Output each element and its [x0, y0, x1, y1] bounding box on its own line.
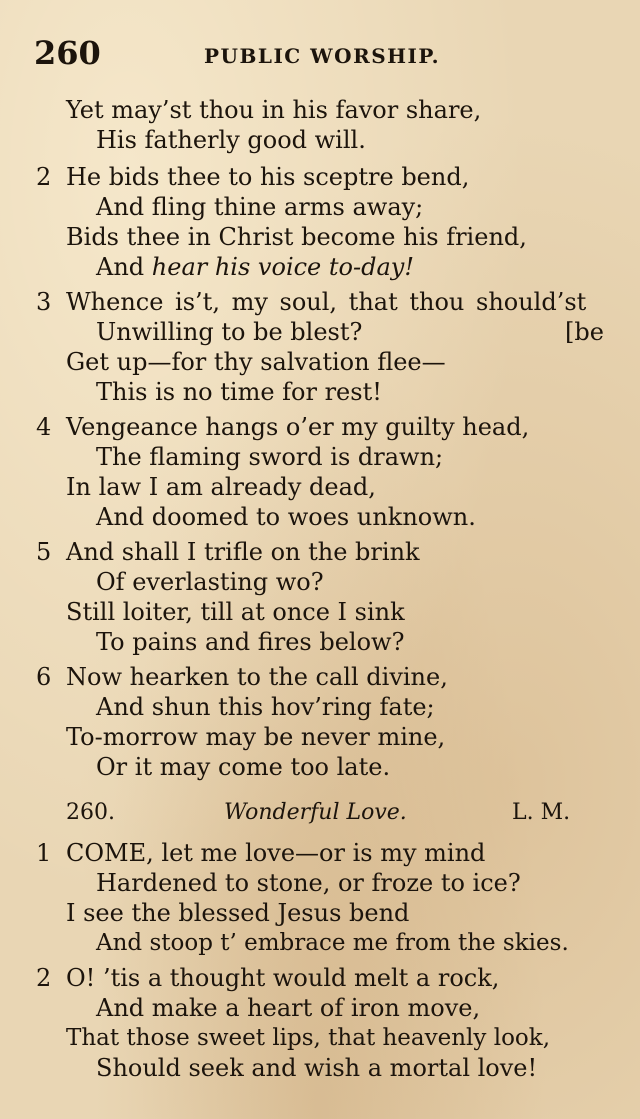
stanza-number: 2	[36, 964, 52, 992]
verse-line: To-morrow may be never mine,	[66, 723, 446, 751]
hymn-number: 260.	[66, 800, 115, 825]
verse-line-overflow: [be	[565, 318, 604, 346]
verse-line: Vengeance hangs o’er my guilty head,	[66, 413, 530, 441]
verse-line: Get up—for thy salvation flee—	[66, 348, 446, 376]
verse-text: And	[96, 253, 152, 281]
verse-line: That those sweet lips, that heavenly look,	[66, 1025, 551, 1051]
verse-line: Unwilling to be blest?	[96, 318, 363, 346]
verse-line: Or it may come too late.	[96, 753, 391, 781]
verse-line: Still loiter, till at once I sink	[66, 598, 405, 626]
hymn-heading	[66, 800, 590, 832]
verse-line: Hardened to stone, or froze to ice?	[96, 869, 521, 897]
verse-line: And make a heart of iron move,	[96, 994, 481, 1022]
verse-line: Now hearken to the call divine,	[66, 663, 448, 691]
page-header	[34, 34, 610, 74]
stanza-number: 3	[36, 288, 52, 316]
verse-line: His fatherly good will.	[96, 126, 366, 154]
verse-line: He bids thee to his sceptre bend,	[66, 163, 470, 191]
verse-line: Yet may’st thou in his favor share,	[66, 96, 482, 124]
verse-line: COME, let me love—or is my mind	[66, 839, 486, 867]
stanza-number: 2	[36, 163, 52, 191]
verse-line: And stoop t’ embrace me from the skies.	[96, 930, 569, 956]
stanza-number: 6	[36, 663, 52, 691]
verse-line: I see the blessed Jesus bend	[66, 899, 410, 927]
verse-line	[96, 252, 414, 282]
verse-line: And shall I trifle on the brink	[66, 538, 420, 566]
verse-line: Bids thee in Christ become his friend,	[66, 223, 527, 251]
stanza-number: 4	[36, 413, 52, 441]
stanza-number: 5	[36, 538, 52, 566]
verse-line: O! ’tis a thought would melt a rock,	[66, 964, 500, 992]
verse-line: And fling thine arms away;	[96, 193, 424, 221]
verse-line: And doomed to woes unknown.	[96, 503, 476, 531]
hymn-meter: L. M.	[512, 800, 571, 825]
running-title: PUBLIC WORSHIP.	[204, 44, 441, 68]
verse-line: Whence is’t, my soul, that thou should’st	[66, 288, 587, 316]
verse-line: And shun this hov’ring fate;	[96, 693, 435, 721]
page-number: 260	[34, 34, 101, 72]
verse-line: The flaming sword is drawn;	[96, 443, 444, 471]
verse-line: In law I am already dead,	[66, 473, 376, 501]
stanza-number: 1	[36, 839, 52, 867]
verse-italic: hear his voice to-day!	[151, 253, 414, 281]
verse-line: This is no time for rest!	[96, 378, 382, 406]
verse-line: Should seek and wish a mortal love!	[96, 1054, 538, 1082]
verse-line: Of everlasting wo?	[96, 568, 324, 596]
hymn-title: Wonderful Love.	[224, 800, 407, 825]
verse-line: To pains and fires below?	[96, 628, 405, 656]
